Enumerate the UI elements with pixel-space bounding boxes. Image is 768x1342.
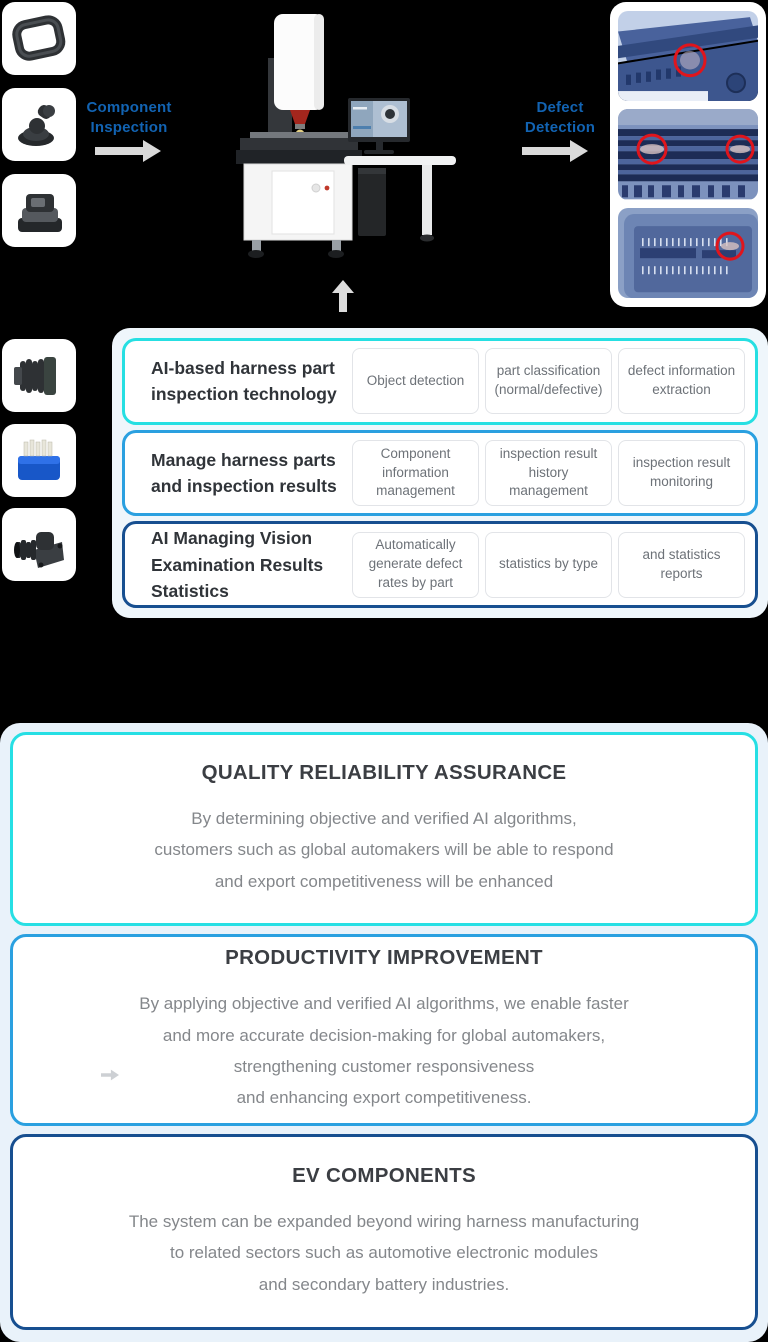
ring-seal-icon [10, 10, 68, 68]
flow-arrow-up-icon [330, 280, 356, 312]
flow-arrow-right2-icon [522, 140, 588, 162]
defect-housing-image-icon [618, 11, 758, 101]
defect-photo-connector-tray [618, 208, 758, 298]
features-panel [112, 328, 768, 618]
inspection-machine-illustration [232, 8, 462, 268]
feature-row-management [122, 430, 758, 517]
feature-chip: and statistics reports [618, 532, 745, 598]
feature-chips [352, 348, 745, 414]
benefits-section [0, 723, 768, 1342]
component-photo-stepped-boot [2, 174, 76, 247]
benefit-line: and more accurate decision-making for global automakers, [162, 1025, 606, 1045]
defect-photo-housing [618, 11, 758, 101]
benefit-card-productivity [10, 934, 758, 1126]
benefit-line: The system can be expanded beyond wiring harness manufacturing [128, 1211, 640, 1231]
benefit-body [154, 803, 613, 897]
benefit-line: to related sectors such as automotive electronic modules [169, 1243, 599, 1263]
defect-detection-label: Defect Detection [524, 99, 596, 137]
defect-wires-image-icon [618, 109, 758, 199]
benefit-body [139, 988, 629, 1114]
feature-chip: Object detection [352, 348, 479, 414]
benefit-line: and export competitiveness will be enhanced [214, 871, 554, 891]
component-photo-ball-grommet [2, 88, 76, 161]
benefit-line: By determining objective and verified AI algorithms, [191, 808, 577, 828]
blue-connector-icon [10, 432, 68, 490]
benefit-title: PRODUCTIVITY IMPROVEMENT [225, 946, 543, 970]
feature-chip: inspection result monitoring [618, 440, 745, 506]
stepped-boot-icon [10, 182, 68, 240]
component-photo-elbow-boot [2, 508, 76, 581]
feature-title: Manage harness parts and inspection results [151, 449, 337, 496]
benefit-title: EV COMPONENTS [292, 1163, 476, 1187]
feature-chip: defect information extraction [618, 348, 745, 414]
benefit-card-quality [10, 732, 758, 926]
benefit-line [139, 1051, 629, 1082]
defect-photo-wires [618, 109, 758, 199]
elbow-boot-icon [10, 516, 68, 574]
defect-detection-panel [610, 2, 766, 307]
defect-connector-image-icon [618, 208, 758, 298]
component-photo-blue-connector [2, 424, 76, 497]
feature-title: AI-based harness part inspection technology [151, 358, 337, 405]
component-inspection-label: Component Inspection [86, 99, 172, 137]
feature-row-statistics [122, 521, 758, 608]
feature-chip: part classification (normal/defective) [485, 348, 612, 414]
benefit-line: customers such as global automakers will be able to respond [154, 840, 614, 860]
benefit-line: and secondary battery industries. [258, 1274, 510, 1294]
benefit-body [129, 1206, 639, 1300]
component-photo-bellows [2, 339, 76, 412]
benefit-arrow-icon [101, 1060, 119, 1091]
feature-chips [352, 440, 745, 506]
flow-arrow-right-icon [95, 140, 161, 162]
benefit-card-ev [10, 1134, 758, 1330]
feature-chip: statistics by type [485, 532, 612, 598]
feature-chip: Component information management [352, 440, 479, 506]
benefit-line: and enhancing export competitiveness. [236, 1088, 532, 1108]
feature-title: AI Managing Vision Examination Results Statistics [151, 528, 324, 601]
benefit-line-text: strengthening customer responsiveness [233, 1057, 535, 1076]
component-photo-ring-seal [2, 2, 76, 75]
benefit-line: By applying objective and verified AI algorithms, we enable faster [139, 994, 629, 1014]
feature-chip: inspection result history management [485, 440, 612, 506]
benefit-title: QUALITY RELIABILITY ASSURANCE [201, 760, 567, 784]
bellows-icon [10, 347, 68, 405]
feature-row-inspection [122, 338, 758, 425]
ball-grommet-icon [10, 96, 68, 154]
feature-chips [352, 532, 745, 598]
vision-measuring-machine-icon [232, 8, 462, 263]
feature-chip: Automatically generate defect rates by part [352, 532, 479, 598]
